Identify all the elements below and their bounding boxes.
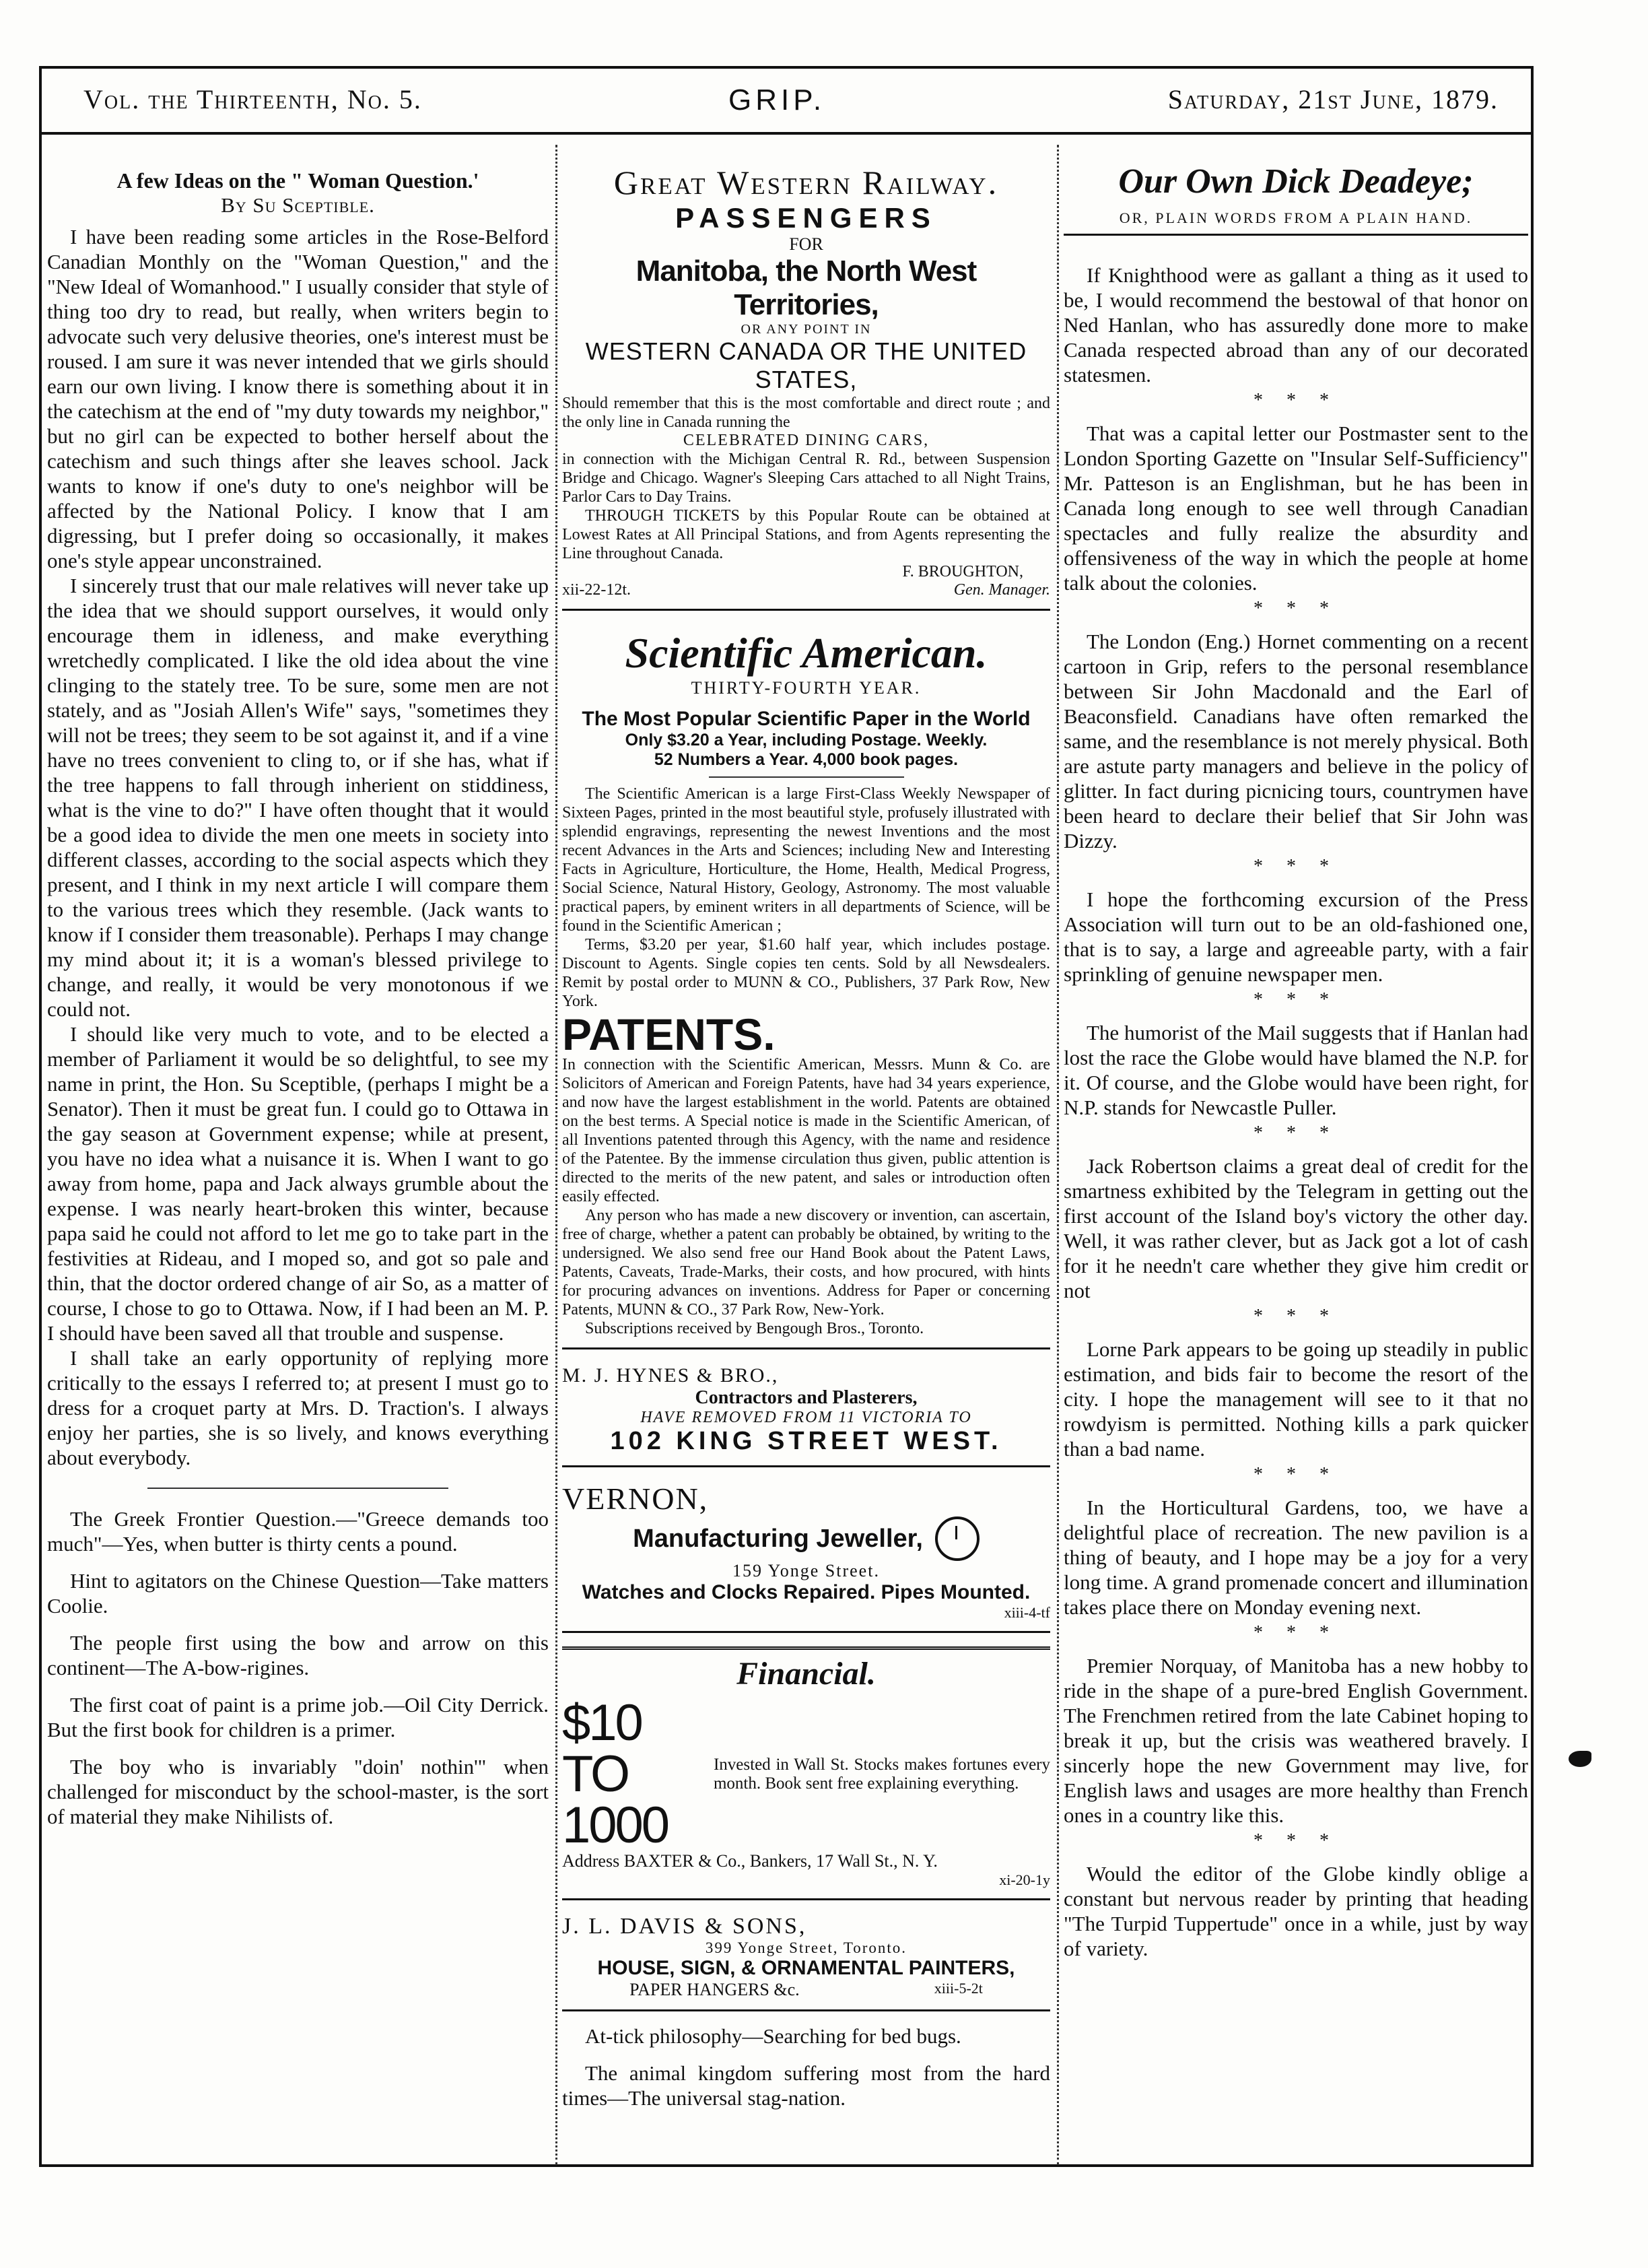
ad-text: THIRTY-FOURTH YEAR. — [691, 678, 922, 698]
ad-hynes — [562, 1349, 1050, 1467]
ad-text: OR ANY POINT IN — [741, 322, 872, 337]
ad-text: 159 Yonge Street. — [732, 1561, 880, 1580]
article-paragraph: I sincerely trust that our male relatives will never take up the idea that we should support ourselves, it would only encourage them in idleness, and make everything wretchedly complicated. I like the old idea about the vine clinging to the stately tree. To be sure, some men are not stately, and as "Josiah Allen's Wife" says, "sometimes they will not be trees; they seem to be sot against it, and if a vine have no trees convenient to cling to, or if she has, what if the tree happens to fall through inherient on stiddiness, what is the vine to do?" I have often thought that it would be a good idea to divide the men one meets in society into different classes, according to the social aspects which they present, and I think in my next article I will compare them to the various trees which they resemble. (Jack wants to know if I consider them treasonable). Perhaps I may change my mind about it; it is a woman's blessed privilege to change, and really, it would be very monotonous if we could not. — [47, 574, 549, 1021]
ad-title: VERNON, — [562, 1481, 709, 1516]
column-paragraph: Lorne Park appears to be going up steadily in public estimation, and bids fair to become the resort of the city. I hope the management will see to it that no rowdyism is permitted. Nothing kills a park quicker than a bad name. — [1064, 1337, 1528, 1461]
column-right — [1064, 141, 1528, 1964]
asterism: * * * — [1254, 390, 1338, 411]
column-paragraph: Jack Robertson claims a great deal of credit for the smartness exhibited by the Telegram in getting out the first account of the Island boy's victory the other day. Well, it was rather clever, but as Jack got a lot of cash for it he needn't care whether they give him credit or not — [1064, 1154, 1528, 1302]
section-subtitle: OR, PLAIN WORDS FROM A PLAIN HAND. — [1119, 209, 1473, 226]
ad-title: Scientific American. — [625, 629, 988, 677]
ad-text: 52 Numbers a Year. 4,000 book pages. — [654, 750, 959, 769]
article-paragraph: I should like very much to vote, and to be elected a member of Parliament it would be so delightful, to see my name in print, the Hon. Su Sceptible, (perhaps I might be a Senator). Then it must be great fun. I could go to Ottawa in the gay season at Government expense; while at present, you have no idea what a nuisance it is. When I want to go away from home, papa and Jack always grumble about the expense. I was nearly heart-broken this winter, because papa said he could not afford to let me go to take part in the festivities at Rideau, and I moped so, and got so pale and thin, that the doctor ordered change of air So, as a matter of course, I chose to go to Ottawa. Now, if I had been an M. P. I should have been saved all that trouble and suspense. — [47, 1022, 549, 1345]
ad-body: Terms, $3.20 per year, $1.60 half year, which includes postage. Discount to Agents. Single copies ten cents. Sold by all Newsdealers. Remit by postal order to MUNN & CO., Publishers, 37 Park Row, New York. — [562, 936, 1050, 1010]
ad-text: Only $3.20 a Year, including Postage. Weekly. — [625, 731, 988, 749]
short-item: At-tick philosophy—Searching for bed bugs. — [585, 2024, 961, 2048]
asterism: * * * — [1254, 1622, 1338, 1643]
ad-financial — [562, 1633, 1050, 1900]
section-title: Our Own Dick Deadeye; — [1118, 162, 1474, 201]
ad-body: in connection with the Michigan Central R. Rd., between Suspension Bridge and Chicago. Wagner's Sleeping Cars attached to all Night Trains, Parlor Cars to Day Trains. — [562, 451, 1050, 506]
ad-text: CELEBRATED DINING CARS, — [683, 432, 930, 449]
ad-ref: xiii-4-tf — [1004, 1604, 1050, 1621]
ad-role: Gen. Manager. — [953, 581, 1050, 599]
short-item: The animal kingdom suffering most from the hard times—The universal stag-nation. — [562, 2061, 1050, 2110]
ad-divider — [709, 776, 904, 778]
ad-body: Any person who has made a new discovery or invention, can ascertain, free of charge, whether a patent can probably be obtained, by writing to the undersigned. We also send free our Hand Book about the Patent Laws, Patents, Caveats, Trade-Marks, their costs, and how procured, with hints for procuring advances on inventions. Address for Paper or concerning Patents, MUNN & CO., 37 Park Row, New-York. — [562, 1207, 1050, 1319]
ad-ref: xiii-5-2t — [934, 1980, 983, 1997]
ad-great-western-railway — [562, 141, 1050, 611]
section-divider — [147, 1488, 448, 1489]
ad-text: 399 Yonge Street, Toronto. — [705, 1939, 907, 1956]
ad-ref: xi-20-1y — [999, 1871, 1050, 1888]
column-paragraph: If Knighthood were as gallant a thing as it used to be, I would recommend the bestowal of that honor on Ned Hanlan, who has assuredly done more to make Canada respected abroad than any of our decorated statesmen. — [1064, 263, 1528, 387]
column-paragraph: The humorist of the Mail suggests that if Hanlan had lost the race the Globe would have blamed the N.P. for it. Of course, and the Globe would have been right, for N.P. stands for Newcastle Puller. — [1064, 1021, 1528, 1119]
short-item: The first coat of paint is a prime job.—Oil City Derrick. But the first book for children is a primer. — [47, 1693, 549, 1741]
ad-title: Great Western Railway. — [613, 164, 999, 201]
ad-headline: PATENTS. — [562, 1009, 776, 1059]
article-author: By Su Sceptible. — [221, 193, 375, 217]
asterism: * * * — [1254, 989, 1338, 1010]
column-paragraph: Would the editor of the Globe kindly oblige a constant but nervous reader by printing that heading "The Turpid Tuppertude" once in a while, just by way of variety. — [1064, 1862, 1528, 1960]
ad-headline: Manufacturing Jeweller, — [633, 1524, 923, 1553]
article-title: A few Ideas on the " Woman Question.' — [116, 168, 479, 193]
issue-date: Saturday, 21st June, 1879. — [1167, 84, 1499, 114]
short-item: The boy who is invariably "doin' nothin'" when challenged for misconduct by the school-master, is the sort of material they make Nihilists of. — [47, 1755, 549, 1828]
column-paragraph: In the Horticultural Gardens, too, we have a delightful place of recreation. The new pavilion is a thing of beauty, and I hope may be a joy for a very long time. A grand promenade concert and illumination takes place there on Monday evening next. — [1064, 1496, 1528, 1619]
ink-blot-icon — [1569, 1751, 1591, 1767]
ad-body: In connection with the Scientific American, Messrs. Munn & Co. are Solicitors of American and Foreign Patents, have had 34 years experience, and now have the largest establishment in the world. Patents are obtained on the best terms. A Special notice is made in the Scientific American, of all Inventions patented through this Agency, with the name and residence of the Patentee. By the immense circulation thus given, public attention is directed to the merits of the new patent, and sales or introduction often easily effected. — [562, 1056, 1050, 1205]
article-paragraph: I have been reading some articles in the Rose-Belford Canadian Monthly on the "Woman Question," and the "New Ideal of Womanhood." I usually consider that style of thing too dry to read, but really, when writers begin to advocate such very delusive theories, one's interest must be roused. I am sure it was never intended that we girls should earn our own living. I know there is something about it in the catechism at the end of "my duty towards my neighbor," but no girl can be expected to bother herself about the catechism and such things after she leaves school. Jack wants to know if one's duty to one's neighbor will be affected by the National Policy. I know that I am digressing, but I prefer doing so occasionally, it makes one's style appear unconstrained. — [47, 225, 549, 572]
section-rule — [1064, 234, 1528, 236]
paper-title: GRIP. — [728, 84, 826, 116]
ad-body: Subscriptions received by Bengough Bros., Toronto. — [585, 1320, 924, 1337]
short-item: Hint to agitators on the Chinese Question—Take matters Coolie. — [47, 1569, 549, 1617]
ad-text: Contractors and Plasterers, — [695, 1387, 918, 1408]
volume-info: Vol. the Thirteenth, No. 5. — [83, 84, 422, 114]
ad-headline: WESTERN CANADA OR THE UNITED STATES, — [585, 337, 1027, 393]
column-paragraph: Premier Norquay, of Manitoba has a new hobby to ride in the shape of a pure-bred English Government. The Frenchmen retired from the late Cabinet hoping to break it up, but the crisis was weathered bravely. I sincerly hope the new Government may live, for English laws and usages are more healthy than French ones in a country like this. — [1064, 1654, 1528, 1827]
ad-signer: F. BROUGHTON, — [902, 563, 1023, 580]
ad-ref: xii-22-12t. — [562, 581, 631, 599]
ad-body: Invested in Wall St. Stocks makes fortunes every month. Book sent free explaining everything. — [713, 1756, 1050, 1793]
asterism: * * * — [1254, 1464, 1338, 1485]
ad-davis — [562, 1900, 1050, 2011]
ad-scientific-american — [562, 611, 1050, 1349]
ad-text: HAVE REMOVED FROM 11 VICTORIA TO — [640, 1409, 972, 1426]
column-rule-1 — [555, 145, 557, 2165]
ad-text: FOR — [789, 234, 823, 254]
ad-body: Should remember that this is the most comfortable and direct route ; and the only line in Canada running the — [562, 395, 1050, 431]
column-paragraph: The London (Eng.) Hornet commenting on a recent cartoon in Grip, refers to the personal resemblance between Sir John Macdonald and the Earl of Beaconsfield. Canadians have often remarked the same, and the resemblance is not merely physical. Both are astute party managers and believe in the policy of glitter. In fact during picnicing tours, countrymen have been heard to declare their belief that Sir John was Dizzy. — [1064, 630, 1528, 853]
short-item: The people first using the bow and arrow on this continent—The A-bow-rigines. — [47, 1631, 549, 1679]
ad-body: The Scientific American is a large First-Class Weekly Newspaper of Sixteen Pages, printed in the most beautiful style, profusely illustrated with splendid engravings, representing the newest Inventions and the most recent Advances in the Arts and Sciences; including New and Interesting Facts in Agriculture, Horticulture, the Home, Health, Medical Progress, Social Science, Natural History, Geology, Astronomy. The most valuable practical papers, by eminent writers in all departments of Science, will be found in the Scientific American ; — [562, 785, 1050, 935]
column-left — [47, 141, 549, 1829]
ad-title: M. J. HYNES & BRO., — [562, 1364, 779, 1387]
asterism: * * * — [1254, 856, 1338, 877]
ad-headline: HOUSE, SIGN, & ORNAMENTAL PAINTERS, — [597, 1957, 1015, 1979]
column-ads — [562, 141, 1050, 2110]
masthead — [42, 69, 1531, 135]
ad-text: PAPER HANGERS &c. — [629, 1980, 800, 1999]
column-paragraph: That was a capital letter our Postmaster sent to the London Sporting Gazette on "Insular Self-Sufficiency" Mr. Patteson is an Englishman, but he has been in Canada long enough to see well through Canadian spectacles and fully realize the absurdity and offensiveness of the way in which the people at home talk about the colonies. — [1064, 422, 1528, 595]
ad-headline: 102 KING STREET WEST. — [610, 1427, 1002, 1455]
ad-body: THROUGH TICKETS by this Popular Route can be obtained at Lowest Rates at All Principal Stations, and from Agents representing the Line throughout Canada. — [562, 507, 1050, 562]
asterism: * * * — [1254, 1830, 1338, 1851]
ad-title: J. L. DAVIS & SONS, — [562, 1914, 807, 1939]
ad-text: Address BAXTER & Co., Bankers, 17 Wall St., N. Y. — [562, 1851, 938, 1871]
asterism: * * * — [1254, 1123, 1338, 1143]
ad-text: Watches and Clocks Repaired. Pipes Mounted. — [582, 1581, 1031, 1603]
pocket-watch-icon — [935, 1516, 980, 1561]
column-paragraph: I hope the forthcoming excursion of the Press Association will turn out to be an old-fashioned one, that is to say, a large and agreeable party, with a fair sprinkling of genuine newspaper men. — [1064, 888, 1528, 986]
ad-headline: PASSENGERS — [675, 202, 937, 234]
ad-headline: The Most Popular Scientific Paper in the World — [582, 708, 1031, 730]
short-item: The Greek Frontier Question.—"Greece demands too much"—Yes, when butter is thirty cents a pound. — [47, 1507, 549, 1556]
asterism: * * * — [1254, 1306, 1338, 1327]
column-rule-2 — [1057, 145, 1059, 2165]
ad-headline: $10 TO 1000 — [562, 1694, 668, 1854]
article-paragraph: I shall take an early opportunity of replying more critically to the essays I referred to; at present I must go to dress for a croquet party at Mrs. D. Traction's. I always enjoy her parties, she is so lively, and knows everything about everybody. — [47, 1346, 549, 1469]
ad-headline: Manitoba, the North West Territories, — [636, 255, 977, 321]
asterism: * * * — [1254, 598, 1338, 619]
section-heading: Financial. — [562, 1646, 1050, 1692]
ad-vernon — [562, 1467, 1050, 1633]
